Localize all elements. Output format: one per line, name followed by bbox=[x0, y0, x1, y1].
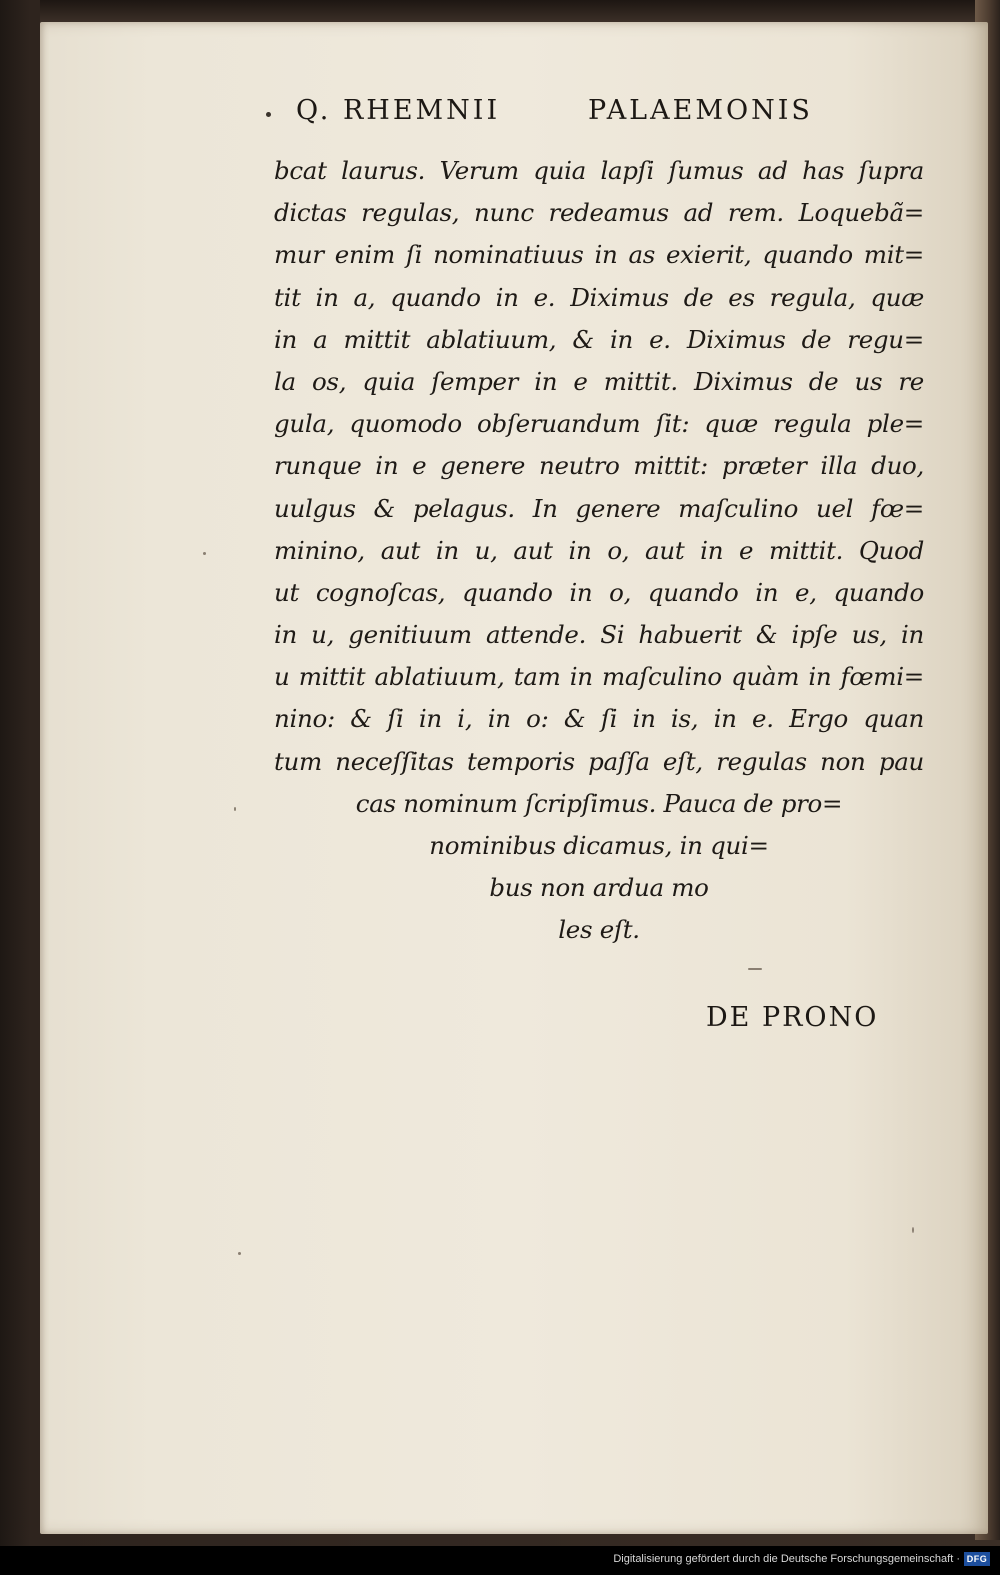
funding-credit: Digitalisierung gefördert durch die Deutsche Forschungsgemeinschaft · bbox=[613, 1553, 960, 1565]
book-top-edge bbox=[40, 0, 1000, 22]
text-line: les eſt. bbox=[558, 915, 640, 945]
digitization-footer bbox=[0, 1546, 1000, 1575]
text-line: tit in a, quando in e. Diximus de es regula, quæ bbox=[274, 282, 924, 312]
paper-speck bbox=[203, 552, 206, 555]
paper-speck bbox=[234, 807, 236, 811]
text-line: u mittit ablatiuum, tam in maſculino quàm in fœmi= bbox=[274, 662, 924, 692]
text-line: tum neceſſitas temporis paſſa eſt, regulas non pau bbox=[274, 746, 924, 776]
catchword: DE PRONO bbox=[706, 1002, 879, 1033]
text-line: uulgus & pelagus. In genere maſculino uel fœ= bbox=[274, 493, 924, 523]
text-line: bcat laurus. Verum quia lapſi ſumus ad has ſupra bbox=[274, 156, 924, 185]
paper-speck bbox=[912, 1227, 914, 1233]
text-line: la os, quia ſemper in e mittit. Diximus de us re bbox=[274, 366, 924, 396]
text-line: runque in e genere neutro mittit: præter illa duo, bbox=[274, 451, 924, 481]
text-line: dictas regulas, nunc redeamus ad rem. Loquebã= bbox=[274, 198, 924, 228]
text-line: nominibus dicamus, in qui= bbox=[429, 831, 769, 860]
text-line: in a mittit ablatiuum, & in e. Diximus de regu= bbox=[274, 324, 924, 354]
paper-speck bbox=[748, 968, 762, 970]
text-line: minino, aut in u, aut in o, aut in e mittit. Quod bbox=[274, 535, 924, 565]
running-head-dot bbox=[266, 112, 271, 117]
running-head bbox=[296, 95, 876, 139]
text-line: gula, quomodo obſeruandum ſit: quæ regula ple= bbox=[274, 409, 924, 439]
text-line: bus non ardua mo bbox=[489, 873, 709, 903]
text-line: mur enim ſi nominatiuus in as exierit, quando mit= bbox=[274, 240, 924, 270]
text-line: ut cognoſcas, quando in o, quando in e, quando bbox=[274, 577, 924, 607]
running-head-author: Q. RHEMNII bbox=[296, 95, 501, 126]
text-line: in u, genitiuum attende. Si habuerit & ipſe us, in bbox=[274, 620, 924, 650]
text-line: nino: & ſi in i, in o: & ſi in is, in e. Ergo quan bbox=[274, 704, 924, 734]
paper-speck bbox=[238, 1252, 241, 1255]
text-line: cas nominum ſcripſimus. Pauca de pro= bbox=[355, 788, 843, 818]
dfg-logo: DFG bbox=[964, 1552, 990, 1566]
body-text bbox=[274, 150, 924, 952]
running-head-title: PALAEMONIS bbox=[588, 95, 813, 126]
